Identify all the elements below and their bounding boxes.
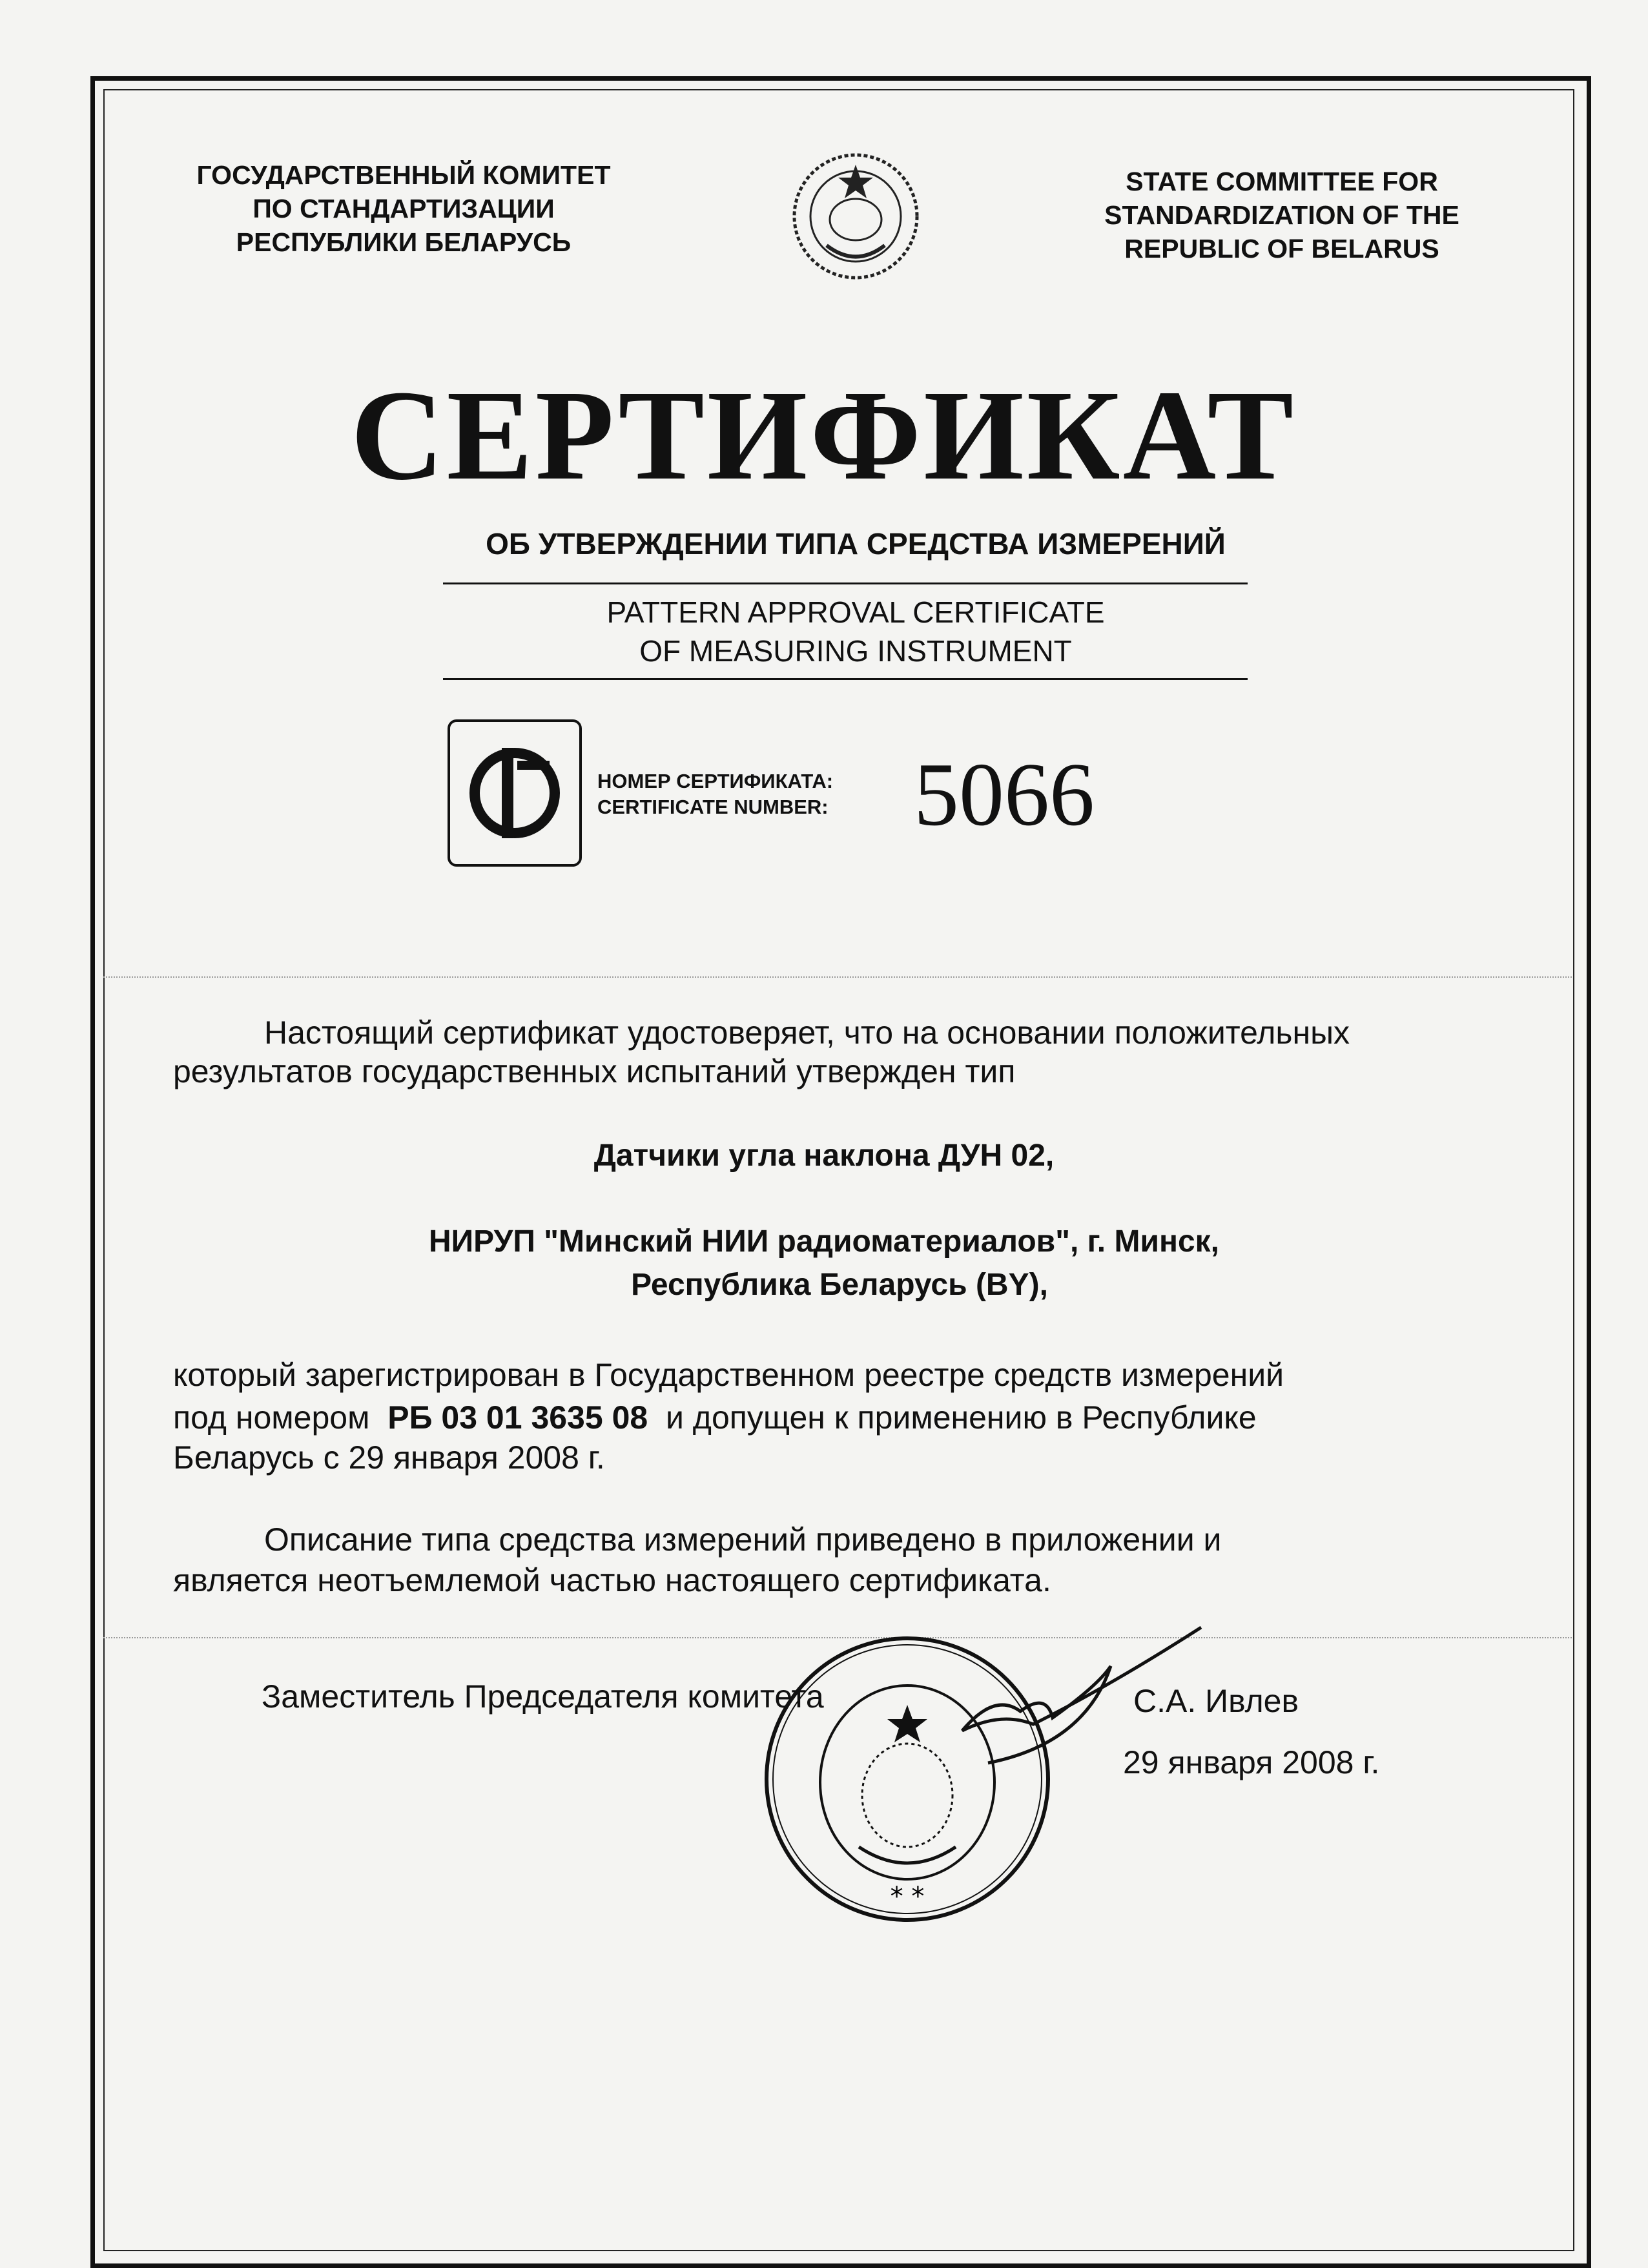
subtitle-en-line: OF MEASURING INSTRUMENT — [639, 634, 1072, 668]
signatory-position: Заместитель Председателя комитета — [262, 1678, 824, 1715]
issuer-name-ru — [155, 158, 652, 259]
subtitle-en — [387, 593, 1324, 670]
registry-number: РБ 03 01 3635 08 — [387, 1399, 648, 1436]
body-text-line: Настоящий сертификат удостоверяет, что на основании положительных — [264, 1015, 1350, 1051]
body-text: и допущен к применению в Республике — [665, 1399, 1257, 1436]
subtitle-en-line: PATTERN APPROVAL CERTIFICATE — [606, 595, 1105, 629]
body-text-line — [173, 1399, 1257, 1436]
scan-artifact-line — [103, 976, 1572, 978]
gost-logo-icon — [450, 722, 579, 864]
body-text-line: результатов государственных испытаний утвержден тип — [173, 1053, 1016, 1089]
divider — [443, 582, 1248, 584]
instrument-name: Датчики угла наклона ДУН 02, — [593, 1139, 1055, 1173]
manufacturer-line: Республика Беларусь (BY), — [631, 1268, 1048, 1302]
body-text-line: является неотъемлемой частью настоящего сертификата. — [173, 1562, 1051, 1598]
state-emblem-icon — [788, 149, 923, 284]
document-title: СЕРТИФИКАТ — [350, 364, 1297, 507]
header-line: ПО СТАНДАРТИЗАЦИИ — [252, 194, 555, 223]
body-text-line: Беларусь с 29 января 2008 г. — [173, 1439, 605, 1476]
body-text-line: Описание типа средства измерений приведено в приложении и — [264, 1521, 1222, 1558]
manufacturer-line: НИРУП "Минский НИИ радиоматериалов", г. Минск, — [428, 1224, 1220, 1259]
body-text-line: который зарегистрирован в Государственном реестре средств измерений — [173, 1357, 1284, 1393]
issuer-name-en — [1033, 165, 1530, 265]
divider — [443, 678, 1248, 680]
certificate-number-label-ru: НОМЕР СЕРТИФИКАТА: — [597, 770, 834, 792]
body-text: под номером — [173, 1399, 370, 1436]
handwritten-signature — [839, 1614, 1227, 1769]
signatory-name: С.А. Ивлев — [1133, 1683, 1299, 1719]
signature-date: 29 января 2008 г. — [1123, 1744, 1380, 1780]
header-line: STATE COMMITTEE FOR — [1126, 167, 1438, 196]
header-line: REPUBLIC OF BELARUS — [1124, 234, 1439, 263]
certificate-number: 5066 — [914, 745, 1095, 845]
header-line: ГОСУДАРСТВЕННЫЙ КОМИТЕТ — [196, 160, 611, 190]
certificate-number-label-en: CERTIFICATE NUMBER: — [597, 796, 829, 818]
subtitle-ru: ОБ УТВЕРЖДЕНИИ ТИПА СРЕДСТВА ИЗМЕРЕНИЙ — [486, 527, 1226, 561]
certification-logo — [448, 719, 582, 867]
header-line: STANDARDIZATION OF THE — [1104, 200, 1459, 230]
header-line: РЕСПУБЛИКИ БЕЛАРУСЬ — [236, 227, 572, 257]
svg-text:* *: * * — [890, 1882, 925, 1912]
